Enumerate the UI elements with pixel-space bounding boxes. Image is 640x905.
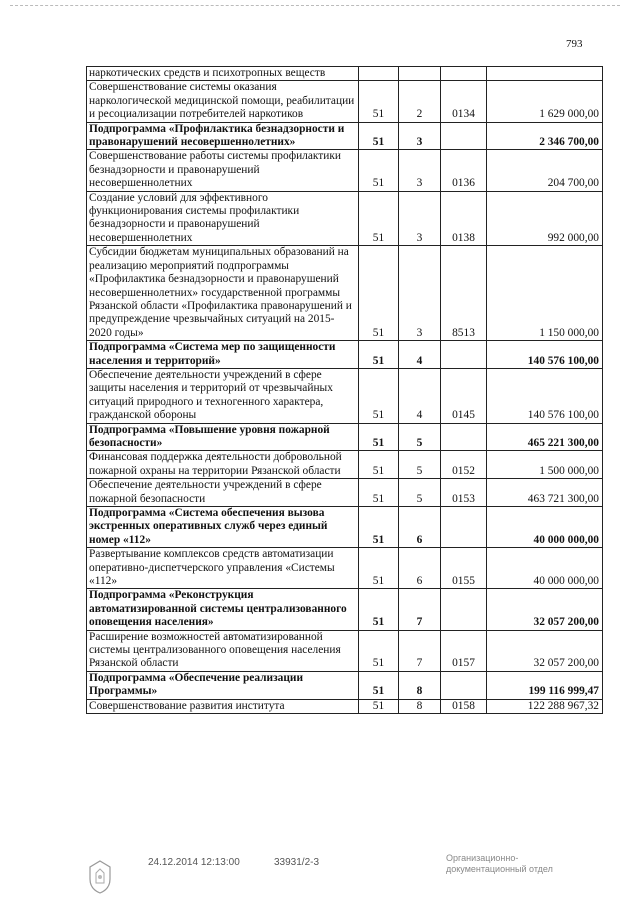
cell-code-3: 0152 [441,451,487,479]
cell-name: Подпрограмма «Система мер по защищенности населения и территорий» [87,341,359,369]
cell-code-2: 5 [399,479,441,507]
cell-code-1: 51 [359,589,399,630]
cell-code-1: 51 [359,451,399,479]
cell-name: Подпрограмма «Реконструкция автоматизированной системы централизованного оповещения населения» [87,589,359,630]
cell-code-3: 8513 [441,246,487,341]
table-row [87,67,603,81]
cell-name: наркотических средств и психотропных веществ [87,67,359,81]
cell-amount: 992 000,00 [487,191,603,246]
page-footer [0,853,640,903]
cell-amount: 40 000 000,00 [487,548,603,589]
cell-amount: 32 057 200,00 [487,589,603,630]
cell-amount: 465 221 300,00 [487,423,603,451]
table-row [87,81,603,122]
cell-code-1: 51 [359,423,399,451]
cell-code-3: 0138 [441,191,487,246]
cell-code-1: 51 [359,671,399,699]
cell-code-1: 51 [359,699,399,713]
cell-name: Подпрограмма «Система обеспечения вызова экстренных оперативных служб через единый номер «112» [87,507,359,548]
cell-code-1: 51 [359,122,399,150]
table-row [87,191,603,246]
cell-code-3 [441,671,487,699]
cell-amount: 140 576 100,00 [487,368,603,423]
table-row [87,507,603,548]
cell-code-3: 0157 [441,630,487,671]
cell-code-3 [441,122,487,150]
footer-dept-line2: документационный отдел [446,864,553,874]
cell-name: Создание условий для эффективного функционирования системы профилактики безнадзорности и правонарушений несовершеннолетних [87,191,359,246]
cell-name: Совершенствование развития института [87,699,359,713]
cell-amount: 204 700,00 [487,150,603,191]
cell-code-2: 8 [399,699,441,713]
table-row [87,451,603,479]
cell-code-2: 8 [399,671,441,699]
cell-amount: 40 000 000,00 [487,507,603,548]
cell-code-1: 51 [359,479,399,507]
coat-of-arms-icon [86,859,114,895]
table-row [87,589,603,630]
footer-dept-line1: Организационно- [446,853,519,863]
cell-code-3 [441,341,487,369]
table-row [87,630,603,671]
cell-code-3: 0136 [441,150,487,191]
cell-amount: 463 721 300,00 [487,479,603,507]
budget-table [86,66,603,714]
footer-timestamp: 24.12.2014 12:13:00 [148,857,240,868]
cell-code-1 [359,67,399,81]
cell-code-3: 0155 [441,548,487,589]
cell-code-1: 51 [359,630,399,671]
cell-code-2: 7 [399,589,441,630]
table-row [87,150,603,191]
cell-amount: 140 576 100,00 [487,341,603,369]
cell-amount: 2 346 700,00 [487,122,603,150]
cell-code-2: 6 [399,507,441,548]
cell-code-2: 4 [399,341,441,369]
cell-code-1: 51 [359,81,399,122]
cell-code-3: 0158 [441,699,487,713]
table-row [87,548,603,589]
cell-code-3 [441,423,487,451]
cell-code-2: 7 [399,630,441,671]
cell-code-2: 5 [399,423,441,451]
cell-code-1: 51 [359,368,399,423]
table-row [87,368,603,423]
cell-code-1: 51 [359,507,399,548]
cell-name: Обеспечение деятельности учреждений в сфере защиты населения и территорий от чрезвычайных ситуаций природного и техногенного характера, гражданской обороны [87,368,359,423]
cell-code-3 [441,589,487,630]
cell-code-3: 0153 [441,479,487,507]
cell-name: Подпрограмма «Обеспечение реализации Программы» [87,671,359,699]
cell-name: Совершенствование системы оказания наркологической медицинской помощи, реабилитации и ресоциализации потребителей наркотиков [87,81,359,122]
table-row [87,699,603,713]
cell-name: Подпрограмма «Профилактика безнадзорности и правонарушений несовершеннолетних» [87,122,359,150]
cell-name: Совершенствование работы системы профилактики безнадзорности и правонарушений несовершеннолетних [87,150,359,191]
cell-code-1: 51 [359,548,399,589]
cell-code-2: 3 [399,122,441,150]
cell-code-1: 51 [359,341,399,369]
table-row [87,423,603,451]
cell-amount: 122 288 967,32 [487,699,603,713]
table-row [87,479,603,507]
cell-amount [487,67,603,81]
cell-code-1: 51 [359,246,399,341]
page-number: 793 [566,38,583,50]
cell-amount: 199 116 999,47 [487,671,603,699]
cell-name: Финансовая поддержка деятельности добровольной пожарной охраны на территории Рязанской области [87,451,359,479]
cell-amount: 32 057 200,00 [487,630,603,671]
table-row [87,246,603,341]
cell-code-2: 5 [399,451,441,479]
cell-amount: 1 629 000,00 [487,81,603,122]
cell-code-2: 3 [399,246,441,341]
cell-code-2: 6 [399,548,441,589]
top-scan-rule [10,5,620,7]
footer-department [446,853,586,875]
cell-code-3 [441,507,487,548]
cell-code-2: 3 [399,191,441,246]
cell-code-2 [399,67,441,81]
cell-name: Развертывание комплексов средств автоматизации оперативно-диспетчерского управления «Системы «112» [87,548,359,589]
table-row [87,671,603,699]
cell-name: Расширение возможностей автоматизированной системы централизованного оповещения населения Рязанской области [87,630,359,671]
cell-amount: 1 150 000,00 [487,246,603,341]
table-row [87,341,603,369]
cell-name: Обеспечение деятельности учреждений в сфере пожарной безопасности [87,479,359,507]
budget-table-body [87,67,603,714]
table-row [87,122,603,150]
cell-code-3: 0145 [441,368,487,423]
cell-name: Субсидии бюджетам муниципальных образований на реализацию мероприятий подпрограммы «Профилактика безнадзорности и правонарушений несовершеннолетних» государственной программы Рязанской области «Профилактика правонарушений и предупреждение чрезвычайных ситуаций на 2015-2020 годы» [87,246,359,341]
cell-code-2: 4 [399,368,441,423]
cell-name: Подпрограмма «Повышение уровня пожарной безопасности» [87,423,359,451]
footer-doc-code: 33931/2-3 [274,857,320,868]
cell-code-3 [441,67,487,81]
cell-code-1: 51 [359,150,399,191]
cell-code-2: 3 [399,150,441,191]
cell-amount: 1 500 000,00 [487,451,603,479]
cell-code-1: 51 [359,191,399,246]
cell-code-3: 0134 [441,81,487,122]
cell-code-2: 2 [399,81,441,122]
